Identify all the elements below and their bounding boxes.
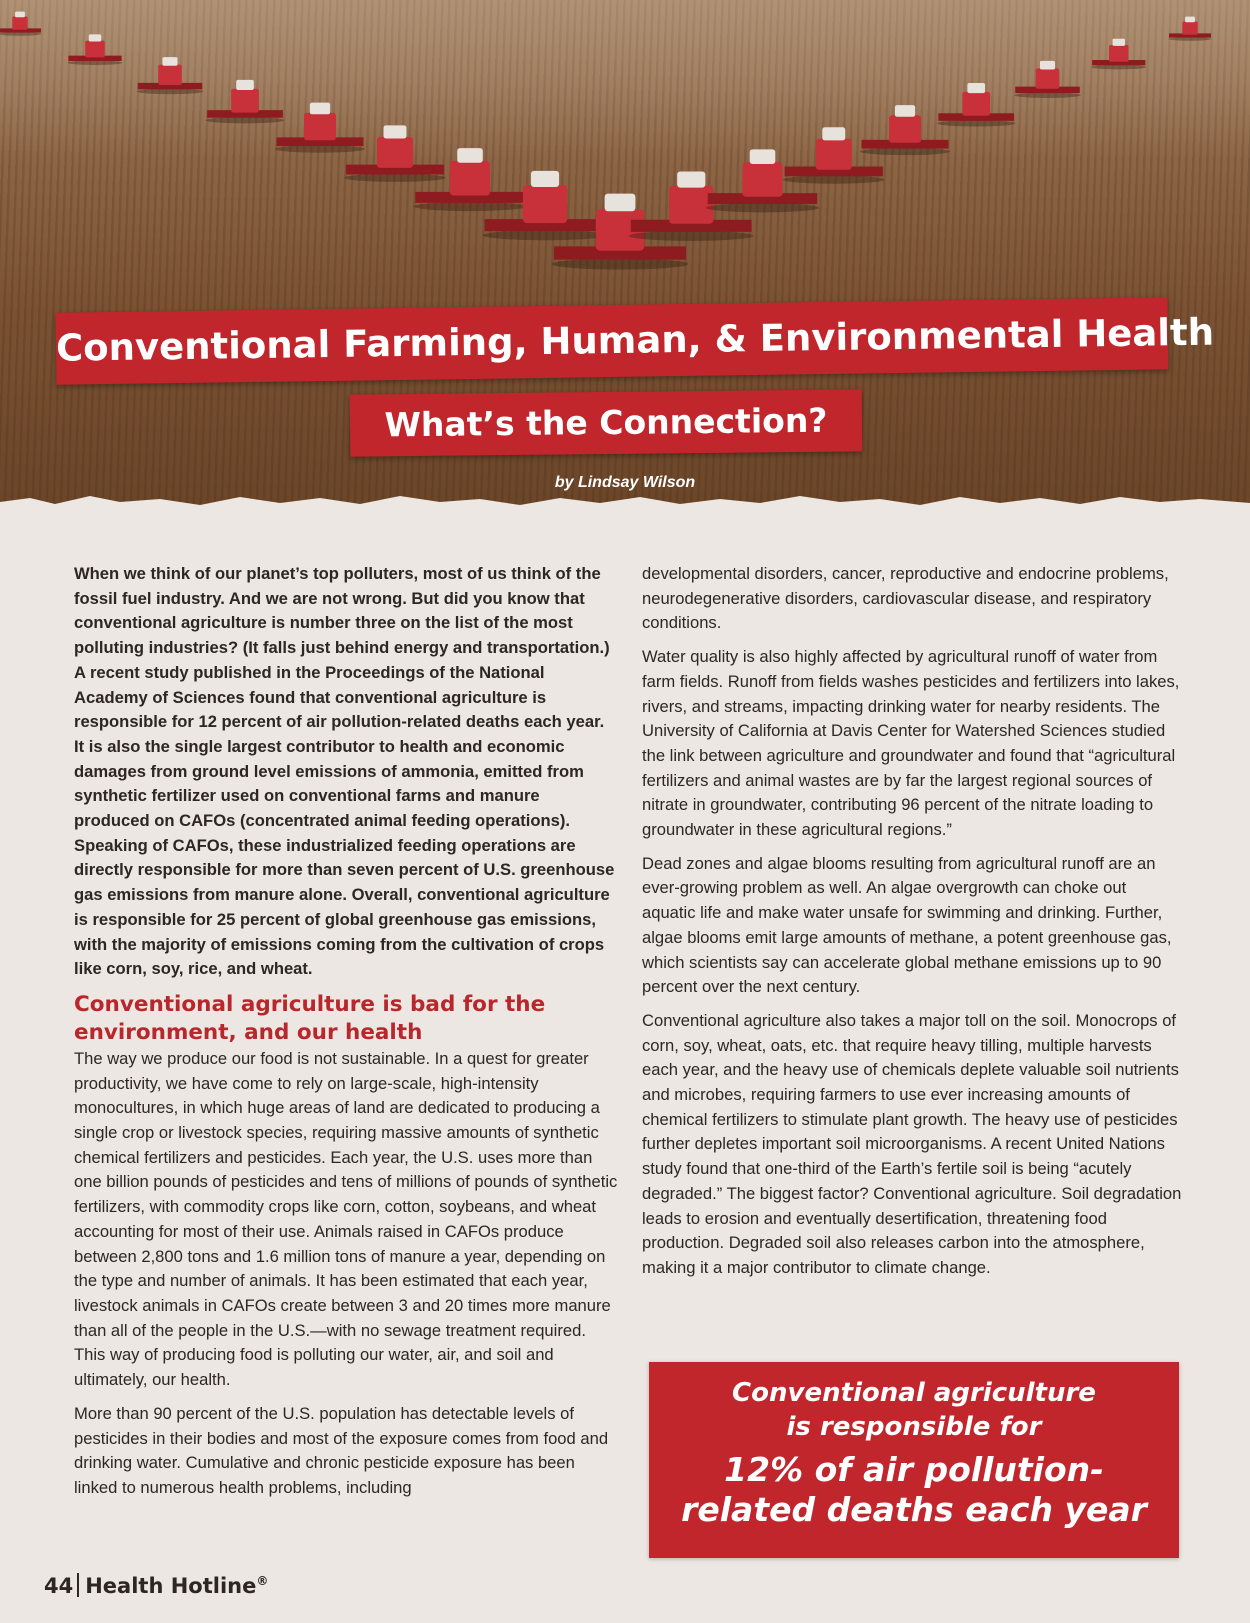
lead-paragraph: When we think of our planet’s top polluters, most of us think of the fossil fuel industry. And we are not wrong. But did you know that conventional agriculture is number three on the list of the most polluting industries? (It falls just behind energy and transportation.) A recent study published in the Proceedings of the National Academy of Sciences found that conventional agriculture is responsible for 12 percent of air pollution-related deaths each year. It is also the single largest contributor to health and economic damages from ground level emissions of ammonia, emitted from synthetic fertilizer used on conventional farms and manure produced on CAFOs (concentrated animal feeding operations). Speaking of CAFOs, these industrialized feeding operations are directly responsible for more than seven percent of U.S. greenhouse gas emissions from manure alone. Overall, conventional agriculture is responsible for 25 percent of global greenhouse gas emissions, with the majority of emissions coming from the cultivation of crops like corn, soy, rice, and wheat.	[74, 564, 615, 979]
callout-line: Conventional agriculture	[732, 1378, 1096, 1408]
registered-mark: ®	[256, 1574, 269, 1588]
right-column	[642, 562, 1182, 1290]
pull-quote-callout	[649, 1362, 1179, 1558]
body-paragraph: Conventional agriculture also takes a major toll on the soil. Monocrops of corn, soy, wheat, oats, etc. that require heavy tilling, multiple harvests each year, and the heavy use of chemicals deplete valuable soil nutrients and microbes, requiring farmers to use ever increasing amounts of chemical fertilizers to stimulate plant growth. The heavy use of pesticides further depletes important soil microorganisms. A recent United Nations study found that one-third of the Earth’s fertile soil is being “acutely degraded.” The biggest factor? Conventional agriculture. Soil degradation leads to erosion and eventually desertification, threatening food production. Degraded soil also releases carbon into the atmosphere, making it a major contributor to climate change.	[642, 1010, 1182, 1277]
callout-line: 12% of air pollution-	[724, 1450, 1104, 1489]
page-number: 44	[44, 1574, 74, 1598]
article-title: Conventional Farming, Human, & Environmental Health	[56, 297, 1169, 385]
body-paragraph: developmental disorders, cancer, reproductive and endocrine problems, neurodegenerative disorders, cardiovascular disease, and respiratory conditions.	[642, 564, 1169, 633]
hero-image	[0, 0, 1250, 520]
publication-name: Health Hotline	[85, 1574, 257, 1598]
page-footer	[44, 1573, 268, 1598]
body-paragraph: Dead zones and algae blooms resulting from agricultural runoff are an ever-growing problem as well. An algae overgrowth can choke out aquatic life and make water unsafe for swimming and drinking. Further, algae blooms emit large amounts of methane, a potent greenhouse gas, which scientists say can accelerate global methane emissions up to 90 percent over the next century.	[642, 853, 1172, 997]
torn-paper-edge	[0, 490, 1250, 520]
callout-line: related deaths each year	[681, 1490, 1147, 1529]
footer-divider	[77, 1573, 79, 1597]
body-paragraph: More than 90 percent of the U.S. population has detectable levels of pesticides in their bodies and most of the exposure comes from food and drinking water. Cumulative and chronic pesticide exposure has been linked to numerous health problems, including	[74, 1403, 609, 1497]
callout-line: is responsible for	[786, 1412, 1042, 1442]
left-column	[74, 562, 618, 1510]
byline: by Lindsay Wilson	[554, 474, 696, 491]
body-paragraph: The way we produce our food is not sustainable. In a quest for greater productivity, we have come to rely on large-scale, high-intensity monocultures, in which huge areas of land are dedicated to producing a single crop or livestock species, requiring massive amounts of synthetic chemical fertilizers and pesticides. Each year, the U.S. uses more than one billion pounds of pesticides and tens of millions of pounds of synthetic fertilizers, with commodity crops like corn, cotton, soybeans, and wheat accounting for most of their use. Animals raised in CAFOs produce between 2,800 tons and 1.6 million tons of manure a year, depending on the type and number of animals. It has been estimated that each year, livestock animals in CAFOs create between 3 and 20 times more manure than all of the people in the U.S.—with no sewage treatment required. This way of producing food is polluting our water, air, and soil and ultimately, our health.	[74, 1048, 618, 1390]
body-paragraph: Water quality is also highly affected by agricultural runoff of water from farm fields. Runoff from fields washes pesticides and fertilizers into lakes, rivers, and streams, impacting drinking water for nearby residents. The University of California at Davis Center for Watershed Sciences studied the link between agriculture and groundwater and found that “agricultural fertilizers and animal wastes are by far the largest regional sources of nitrate in groundwater, contributing 96 percent of the nitrate loading to groundwater in these agricultural regions.”	[642, 647, 1180, 840]
article-subtitle: What’s the Connection?	[350, 389, 863, 456]
section-subhead: Conventional agriculture is bad for the environment, and our health	[74, 991, 546, 1045]
